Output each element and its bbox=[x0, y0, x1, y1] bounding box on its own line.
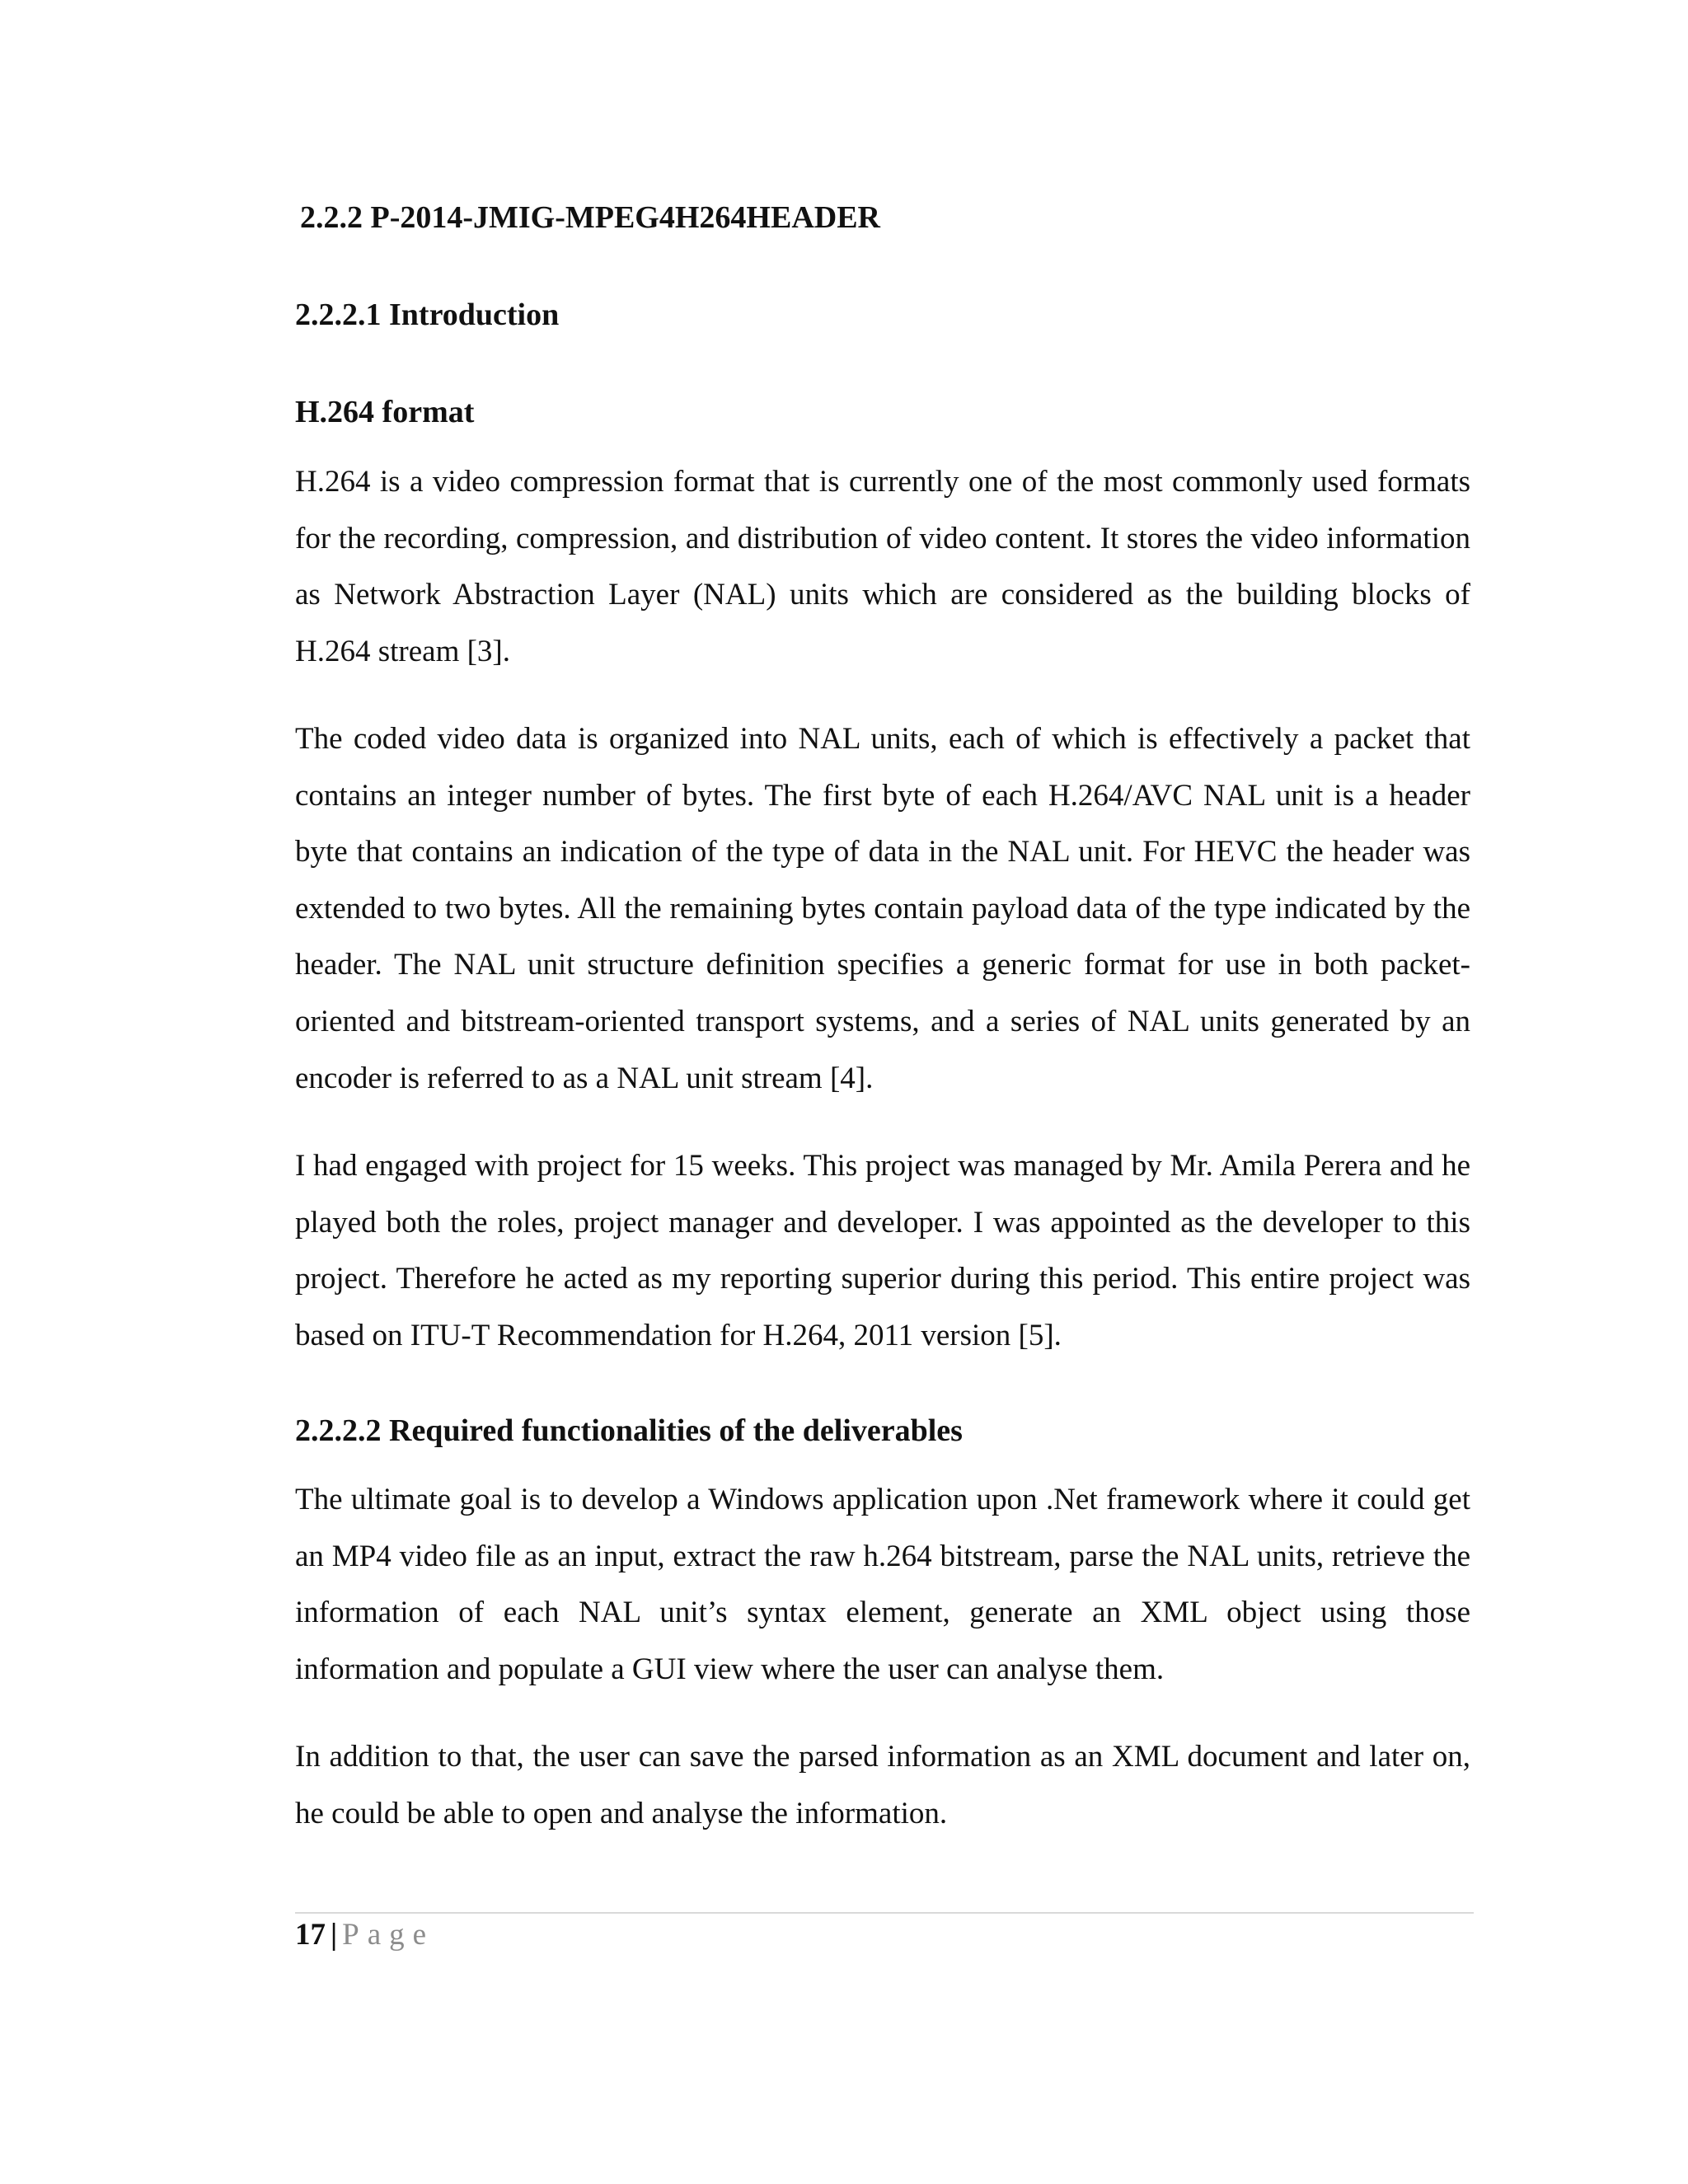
paragraph-project-engagement: I had engaged with project for 15 weeks. This project was managed by Mr. Amila Perera and he played both the roles, project manager and developer. I was appointed as the developer to this project. Therefore he acted as my reporting superior during this period. This entire project was based on ITU-T Recommendation for H.264, 2011 version [5]. bbox=[295, 1149, 1470, 1352]
section-heading: 2.2.2 P-2014-JMIG-MPEG4H264HEADER bbox=[300, 200, 881, 235]
paragraph-ultimate-goal: The ultimate goal is to develop a Windows application upon .Net framework where it could get an MP4 video file as an input, extract the raw h.264 bitstream, parse the NAL units, retrieve the information of each NAL unit’s syntax element, generate an XML object using those information and populate a GUI view where the user can analyse them. bbox=[295, 1483, 1470, 1686]
page-number: 17 bbox=[295, 1918, 326, 1952]
page-footer bbox=[295, 1917, 434, 1953]
page-label: Page bbox=[342, 1918, 435, 1952]
footer-divider bbox=[295, 1912, 1474, 1914]
paragraph-h264-definition: H.264 is a video compression format that is currently one of the most commonly used formats for the recording, compression, and distribution of video content. It stores the video information as Network Abstraction Layer (NAL) units which are considered as the building blocks of H.264 stream [3]. bbox=[295, 465, 1470, 668]
footer-separator: | bbox=[331, 1918, 338, 1952]
subsection-heading-introduction: 2.2.2.1 Introduction bbox=[295, 298, 560, 332]
h264-format-heading: H.264 format bbox=[295, 395, 475, 429]
paragraph-save-xml: In addition to that, the user can save the parsed information as an XML document and later on, he could be able to open and analyse the information. bbox=[295, 1740, 1470, 1830]
paragraph-nal-units: The coded video data is organized into NAL units, each of which is effectively a packet that contains an integer number of bytes. The first byte of each H.264/AVC NAL unit is a header byte that contains an indication of the type of data in the NAL unit. For HEVC the header was extended to two bytes. All the remaining bytes contain payload data of the type indicated by the header. The NAL unit structure definition specifies a generic format for use in both packet-oriented and bitstream-oriented transport systems, and a series of NAL units generated by an encoder is referred to as a NAL unit stream [4]. bbox=[295, 722, 1470, 1095]
subsection-heading-required-functionalities: 2.2.2.2 Required functionalities of the deliverables bbox=[295, 1413, 963, 1448]
